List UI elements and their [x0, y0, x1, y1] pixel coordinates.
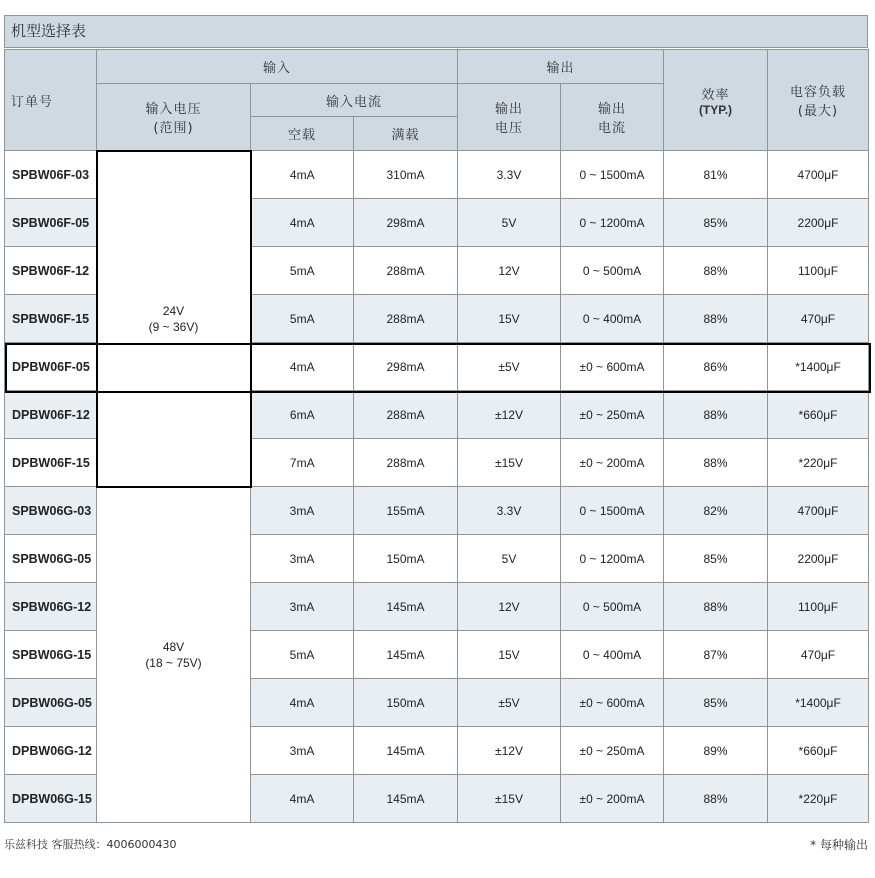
- model-cell: SPBW06F-12: [5, 247, 97, 295]
- output-voltage-cell: 3.3V: [458, 151, 561, 199]
- efficiency-cell: 81%: [664, 151, 768, 199]
- full-load-cell: 288mA: [354, 295, 458, 343]
- no-load-cell: 4mA: [251, 775, 354, 823]
- model-cell: DPBW06G-15: [5, 775, 97, 823]
- output-current-cell: 0 ~ 400mA: [561, 631, 664, 679]
- footer-note: * 每种输出: [810, 838, 868, 852]
- output-current-cell: ±0 ~ 600mA: [561, 679, 664, 727]
- efficiency-cell: 86%: [664, 343, 768, 391]
- model-cell: SPBW06F-03: [5, 151, 97, 199]
- no-load-cell: 7mA: [251, 439, 354, 487]
- cap-load-cell: *220μF: [768, 775, 869, 823]
- efficiency-cell: 85%: [664, 535, 768, 583]
- output-voltage-cell: 12V: [458, 583, 561, 631]
- cap-load-cell: 2200μF: [768, 535, 869, 583]
- cap-load-cell: 1100μF: [768, 247, 869, 295]
- efficiency-cell: 88%: [664, 247, 768, 295]
- no-load-cell: 3mA: [251, 583, 354, 631]
- no-load-cell: 4mA: [251, 199, 354, 247]
- full-load-cell: 150mA: [354, 679, 458, 727]
- full-load-cell: 310mA: [354, 151, 458, 199]
- output-current-cell: ±0 ~ 250mA: [561, 391, 664, 439]
- output-current-cell: 0 ~ 1500mA: [561, 151, 664, 199]
- header-efficiency: [664, 50, 768, 151]
- header-cap-load: [768, 50, 869, 151]
- input-range-cell: [97, 151, 251, 487]
- full-load-cell: 288mA: [354, 247, 458, 295]
- table-row: [5, 151, 869, 199]
- table-title: 机型选择表: [4, 15, 868, 48]
- cap-load-cell: 470μF: [768, 631, 869, 679]
- full-load-cell: 145mA: [354, 727, 458, 775]
- efficiency-cell: 87%: [664, 631, 768, 679]
- cap-load-cell: *660μF: [768, 727, 869, 775]
- input-voltage-value: 48V: [162, 639, 185, 654]
- header-output: 输出: [458, 50, 664, 84]
- full-load-cell: 298mA: [354, 343, 458, 391]
- output-voltage-cell: 3.3V: [458, 487, 561, 535]
- header-input: 输入: [97, 50, 458, 84]
- efficiency-cell: 85%: [664, 199, 768, 247]
- model-cell: SPBW06G-15: [5, 631, 97, 679]
- output-voltage-cell: ±5V: [458, 343, 561, 391]
- header-output-current-l2: 电流: [597, 121, 626, 136]
- no-load-cell: 5mA: [251, 295, 354, 343]
- full-load-cell: 150mA: [354, 535, 458, 583]
- efficiency-cell: 88%: [664, 439, 768, 487]
- cap-load-cell: *660μF: [768, 391, 869, 439]
- model-cell: SPBW06F-05: [5, 199, 97, 247]
- input-voltage-value: 24V: [162, 303, 185, 318]
- header-input-voltage-label: 输入电压: [145, 101, 202, 117]
- no-load-cell: 3mA: [251, 535, 354, 583]
- output-voltage-cell: 5V: [458, 535, 561, 583]
- full-load-cell: 155mA: [354, 487, 458, 535]
- output-current-cell: ±0 ~ 600mA: [561, 343, 664, 391]
- full-load-cell: 288mA: [354, 439, 458, 487]
- cap-load-cell: 4700μF: [768, 151, 869, 199]
- no-load-cell: 4mA: [251, 679, 354, 727]
- header-input-voltage: [97, 84, 251, 151]
- output-voltage-cell: 15V: [458, 295, 561, 343]
- full-load-cell: 145mA: [354, 583, 458, 631]
- output-voltage-cell: ±15V: [458, 439, 561, 487]
- header-output-voltage-l1: 输出: [494, 102, 523, 117]
- output-voltage-cell: ±12V: [458, 391, 561, 439]
- output-voltage-cell: 12V: [458, 247, 561, 295]
- no-load-cell: 3mA: [251, 487, 354, 535]
- output-current-cell: 0 ~ 1200mA: [561, 199, 664, 247]
- no-load-cell: 4mA: [251, 343, 354, 391]
- cap-load-cell: *220μF: [768, 439, 869, 487]
- header-cap-load-max: (最大): [797, 104, 839, 119]
- output-current-cell: 0 ~ 500mA: [561, 247, 664, 295]
- output-voltage-cell: 5V: [458, 199, 561, 247]
- no-load-cell: 4mA: [251, 151, 354, 199]
- output-current-cell: 0 ~ 1200mA: [561, 535, 664, 583]
- footer-hotline: 乐兹科技 客服热线：4006000430: [4, 838, 177, 851]
- header-no-load: 空载: [251, 117, 354, 151]
- cap-load-cell: 470μF: [768, 295, 869, 343]
- full-load-cell: 145mA: [354, 631, 458, 679]
- header-output-voltage: [458, 84, 561, 151]
- efficiency-cell: 88%: [664, 583, 768, 631]
- model-cell: DPBW06G-05: [5, 679, 97, 727]
- header-efficiency-typ: (TYP.): [698, 102, 733, 117]
- no-load-cell: 6mA: [251, 391, 354, 439]
- cap-load-cell: 2200μF: [768, 199, 869, 247]
- efficiency-cell: 88%: [664, 295, 768, 343]
- model-cell: SPBW06G-12: [5, 583, 97, 631]
- model-cell: SPBW06G-05: [5, 535, 97, 583]
- header-cap-load-label: 电容负载: [789, 85, 846, 100]
- full-load-cell: 298mA: [354, 199, 458, 247]
- input-voltage-range: (9 ~ 36V): [148, 319, 199, 334]
- efficiency-cell: 82%: [664, 487, 768, 535]
- cap-load-cell: 1100μF: [768, 583, 869, 631]
- output-current-cell: 0 ~ 1500mA: [561, 487, 664, 535]
- output-current-cell: 0 ~ 500mA: [561, 583, 664, 631]
- no-load-cell: 5mA: [251, 631, 354, 679]
- cap-load-cell: 4700μF: [768, 487, 869, 535]
- header-output-current: [561, 84, 664, 151]
- efficiency-cell: 85%: [664, 679, 768, 727]
- output-voltage-cell: ±5V: [458, 679, 561, 727]
- model-cell: SPBW06F-15: [5, 295, 97, 343]
- model-selection-table: [4, 49, 869, 823]
- header-output-voltage-l2: 电压: [494, 121, 523, 136]
- no-load-cell: 5mA: [251, 247, 354, 295]
- table-row: [5, 487, 869, 535]
- full-load-cell: 145mA: [354, 775, 458, 823]
- input-range-cell: [97, 487, 251, 823]
- header-output-current-l1: 输出: [597, 102, 626, 117]
- input-voltage-range: (18 ~ 75V): [145, 655, 202, 670]
- cap-load-cell: *1400μF: [768, 679, 869, 727]
- output-current-cell: ±0 ~ 200mA: [561, 775, 664, 823]
- efficiency-cell: 89%: [664, 727, 768, 775]
- output-voltage-cell: ±15V: [458, 775, 561, 823]
- output-voltage-cell: ±12V: [458, 727, 561, 775]
- model-cell: DPBW06G-12: [5, 727, 97, 775]
- output-current-cell: ±0 ~ 250mA: [561, 727, 664, 775]
- model-cell: SPBW06G-03: [5, 487, 97, 535]
- header-full-load: 满载: [354, 117, 458, 151]
- efficiency-cell: 88%: [664, 391, 768, 439]
- model-cell: DPBW06F-15: [5, 439, 97, 487]
- output-current-cell: ±0 ~ 200mA: [561, 439, 664, 487]
- no-load-cell: 3mA: [251, 727, 354, 775]
- output-current-cell: 0 ~ 400mA: [561, 295, 664, 343]
- header-efficiency-label: 效率: [701, 87, 730, 103]
- model-cell: DPBW06F-12: [5, 391, 97, 439]
- output-voltage-cell: 15V: [458, 631, 561, 679]
- efficiency-cell: 88%: [664, 775, 768, 823]
- model-cell: DPBW06F-05: [5, 343, 97, 391]
- full-load-cell: 288mA: [354, 391, 458, 439]
- cap-load-cell: *1400μF: [768, 343, 869, 391]
- header-input-voltage-range: (范围): [153, 120, 194, 136]
- header-order-no: 订单号: [5, 50, 97, 151]
- header-input-current: 输入电流: [251, 84, 458, 117]
